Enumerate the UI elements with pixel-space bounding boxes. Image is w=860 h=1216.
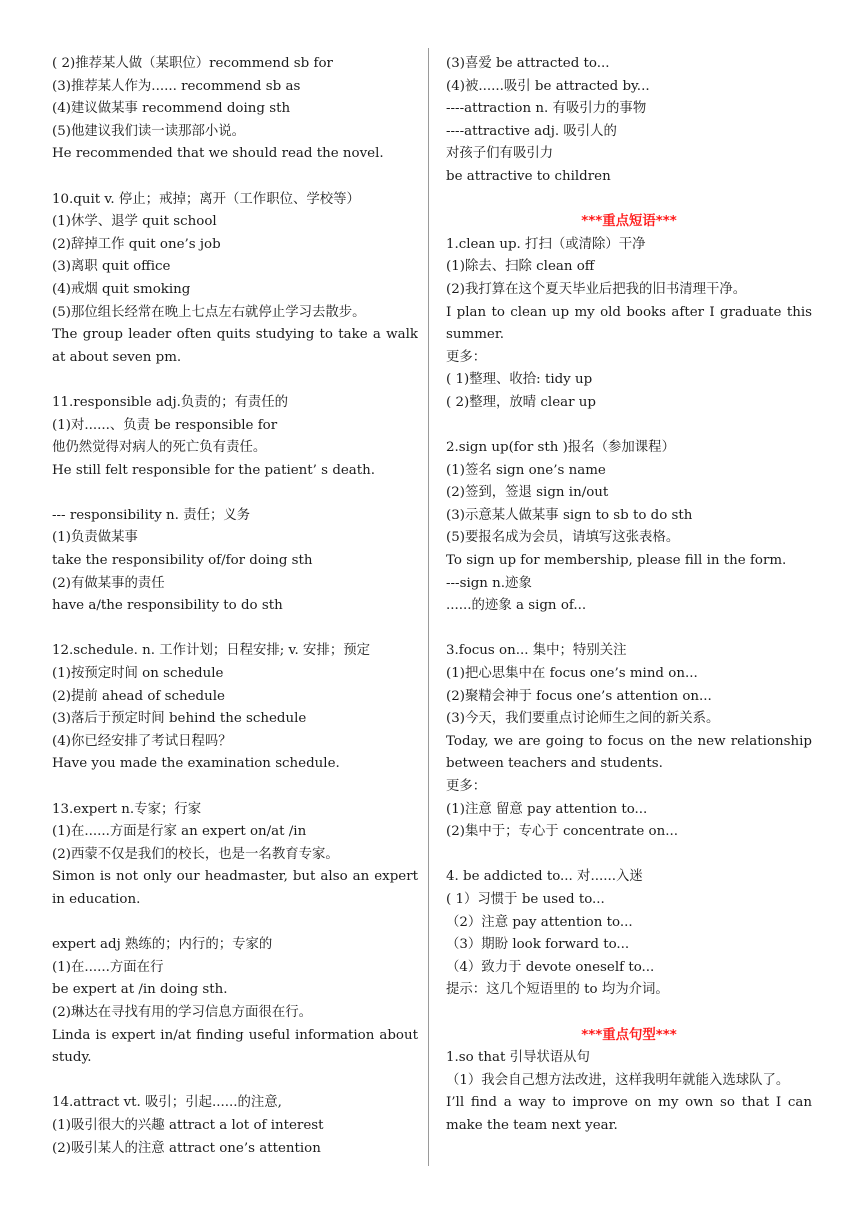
text-line: (1)注意 留意 pay attention to... [446, 801, 648, 817]
text-line: be expert at /in doing sth. [52, 982, 228, 998]
blank-line [446, 1002, 812, 1025]
blank-line [52, 166, 418, 189]
text-line: (1)对......、负责 be responsible for [52, 417, 278, 433]
text-line: be attractive to children [446, 168, 611, 184]
text-line: （2）注意 pay attention to... [446, 914, 633, 930]
text-line: (5)他建议我们读一读那部小说。 [52, 123, 246, 139]
left-column [52, 53, 418, 1160]
text-line: (3)离职 quit office [52, 259, 171, 275]
text-line: (2)琳达在寻找有用的学习信息方面很在行。 [52, 1004, 312, 1020]
text-line: (1)休学、退学 quit school [52, 214, 217, 230]
text-line: 14.attract vt. 吸引；引起......的注意, [52, 1095, 282, 1111]
text-line: (2)我打算在这个夏天毕业后把我的旧书清理干净。 [446, 281, 747, 297]
text-line: 1.clean up. 打扫（或清除）干净 [446, 236, 646, 252]
text-line: (4)戒烟 quit smoking [52, 281, 191, 297]
text-line: (1)签名 sign one’s name [446, 462, 606, 478]
text-line: ......的迹象 a sign of... [446, 598, 587, 614]
text-line: (3)今天，我们要重点讨论师生之间的新关系。 [446, 711, 720, 727]
text-line: 11.responsible adj.负责的；有责任的 [52, 394, 289, 410]
text-line: ( 2)整理，放晴 clear up [446, 394, 596, 410]
text-line: ( 2)推荐某人做（某职位）recommend sb for [52, 56, 333, 71]
blank-line [446, 844, 812, 867]
text-line: （1）我会自己想方法改进，这样我明年就能入选球队了。 [446, 1072, 790, 1088]
text-line: ( 1)整理、收拾: tidy up [446, 372, 593, 388]
text-line: Linda is expert in/at finding useful information about study. [52, 1027, 418, 1066]
text-line: (5)要报名成为会员，请填写这张表格。 [446, 530, 680, 546]
text-line: ( 1）习惯于 be used to... [446, 891, 605, 907]
text-line: I’ll find a way to improve on my own so that I can make the team next year. [446, 1095, 812, 1133]
blank-line [52, 618, 418, 641]
blank-line [446, 618, 812, 641]
blank-line [52, 912, 418, 935]
column-divider [428, 48, 429, 1166]
text-line: (1)在......方面在行 [52, 959, 164, 975]
text-line: The group leader often quits studying to take a walk at about seven pm. [52, 327, 418, 365]
text-line: 12.schedule. n. 工作计划；日程安排; v. 安排；预定 [52, 643, 370, 659]
text-line: (2)提前 ahead of schedule [52, 688, 225, 704]
text-line: I plan to clean up my old books after I graduate this summer. [446, 304, 812, 343]
blank-line [52, 776, 418, 799]
text-line: ----attraction n. 有吸引力的事物 [446, 101, 647, 117]
text-line: ---sign n.迹象 [446, 575, 532, 591]
text-line: 1.so that 引导状语从句 [446, 1050, 590, 1066]
text-line: have a/the responsibility to do sth [52, 598, 283, 614]
text-line: (2)聚精会神于 focus one’s attention on... [446, 688, 712, 704]
section-heading: ***重点短语*** [581, 214, 677, 230]
text-line: (1)在......方面是行家 an expert on/at /in [52, 824, 307, 840]
text-line: （3）期盼 look forward to... [446, 937, 630, 953]
text-line: (3)示意某人做某事 sign to sb to do sth [446, 507, 693, 523]
text-line: take the responsibility of/for doing sth [52, 553, 313, 569]
blank-line [52, 482, 418, 505]
text-line: To sign up for membership, please fill in the form. [446, 553, 787, 569]
text-line: （4）致力于 devote oneself to... [446, 959, 655, 975]
text-line: Have you made the examination schedule. [52, 756, 340, 772]
blank-line [52, 369, 418, 392]
text-line: (1)按预定时间 on schedule [52, 666, 224, 682]
text-line: (3)推荐某人作为...... recommend sb as [52, 78, 301, 94]
text-line: (2)西蒙不仅是我们的校长，也是一名教育专家。 [52, 846, 339, 862]
text-line: He recommended that we should read the novel. [52, 146, 384, 162]
text-line: expert adj 熟练的；内行的；专家的 [52, 937, 273, 953]
text-line: ----attractive adj. 吸引人的 [446, 123, 617, 139]
text-line: 4. be addicted to... 对......入迷 [446, 869, 643, 885]
text-line: (4)被......吸引 be attracted by... [446, 78, 650, 94]
text-line: (4)你已经安排了考试日程吗？ [52, 733, 232, 749]
text-line: (3)喜爱 be attracted to... [446, 56, 610, 71]
text-line: 他仍然觉得对病人的死亡负有责任。 [52, 440, 267, 456]
text-line: (1)除去、扫除 clean off [446, 259, 595, 275]
text-line: --- responsibility n. 责任；义务 [52, 507, 251, 523]
text-line: (3)落后于预定时间 behind the schedule [52, 711, 307, 727]
text-line: (2)有做某事的责任 [52, 575, 165, 591]
text-line: 对孩子们有吸引力 [446, 146, 554, 162]
text-line: (1)吸引很大的兴趣 attract a lot of interest [52, 1117, 324, 1133]
text-line: (1)把心思集中在 focus one’s mind on... [446, 666, 698, 682]
text-line: (2)签到，签退 sign in/out [446, 485, 609, 501]
text-line: 10.quit v. 停止；戒掉；离开（工作职位、学校等） [52, 191, 360, 207]
text-line: 3.focus on... 集中；特别关注 [446, 643, 627, 659]
text-line: 更多： [446, 779, 487, 794]
text-line: Today, we are going to focus on the new relationship between teachers and students. [446, 733, 812, 772]
text-line: (2)集中于；专心于 concentrate on... [446, 824, 678, 840]
text-line: 2.sign up(for sth )报名（参加课程） [446, 440, 675, 456]
blank-line [52, 1070, 418, 1093]
right-column [446, 53, 812, 1138]
text-line: 更多： [446, 349, 487, 365]
text-line: Simon is not only our headmaster, but also an expert in education. [52, 869, 418, 907]
section-heading: ***重点句型*** [581, 1027, 677, 1043]
text-line: 提示：这几个短语里的 to 均为介词。 [446, 982, 669, 998]
text-line: 13.expert n.专家；行家 [52, 801, 202, 817]
text-line: (5)那位组长经常在晚上七点左右就停止学习去散步。 [52, 304, 366, 320]
text-line: (1)负责做某事 [52, 530, 138, 546]
text-line: (2)吸引某人的注意 attract one’s attention [52, 1140, 321, 1156]
text-line: (2)辞掉工作 quit one’s job [52, 236, 221, 252]
text-line: He still felt responsible for the patient’ s death. [52, 462, 376, 478]
blank-line [446, 415, 812, 438]
text-line: (4)建议做某事 recommend doing sth [52, 101, 291, 117]
blank-line [446, 189, 812, 212]
